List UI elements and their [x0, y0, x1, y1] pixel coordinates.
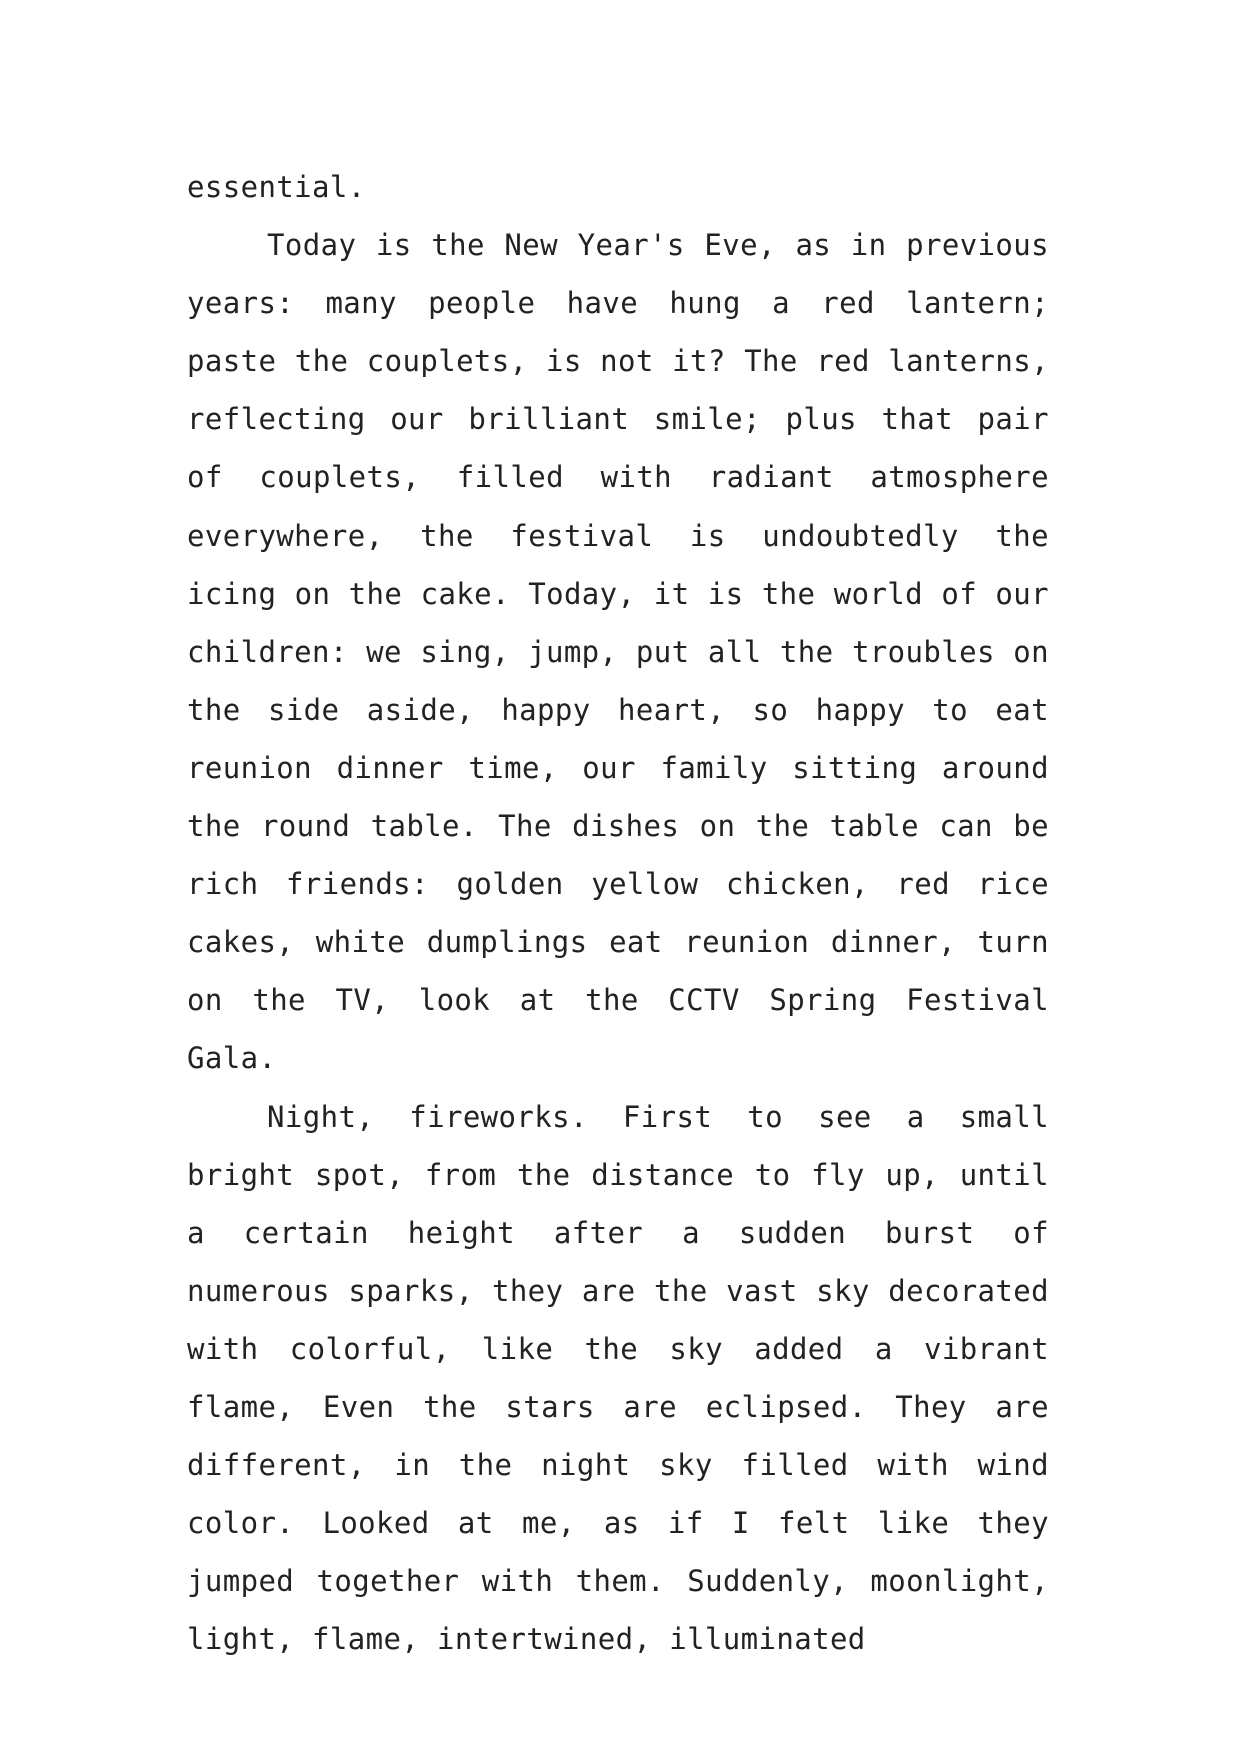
paragraph-new-years-eve: Today is the New Year's Eve, as in previous years: many people have hung a red lantern; paste the couplets, is not it? The red lanterns, reflecting our brilliant smile; plus that pair of couplets, filled with radiant atmosphere everywhere, the festival is undoubtedly the icing on the cake. Today, it is the world of our children: we sing, jump, put all the troubles on the side aside, happy heart, so happy to eat reunion dinner time, our family sitting around the round table. The dishes on the table can be rich friends: golden yellow chicken, red rice cakes, white dumplings eat reunion dinner, turn on the TV, look at the CCTV Spring Festival Gala.: [187, 228, 1049, 1076]
document-body: [187, 158, 1049, 1668]
paragraph-fireworks: Night, fireworks. First to see a small bright spot, from the distance to fly up, until a certain height after a sudden burst of numerous sparks, they are the vast sky decorated with colorful, like the sky added a vibrant flame, Even the stars are eclipsed. They are different, in the night sky filled with wind color. Looked at me, as if I felt like they jumped together with them. Suddenly, moonlight, light, flame, intertwined, illuminated: [187, 1099, 1049, 1657]
paragraph-continuation: essential.: [187, 170, 366, 204]
